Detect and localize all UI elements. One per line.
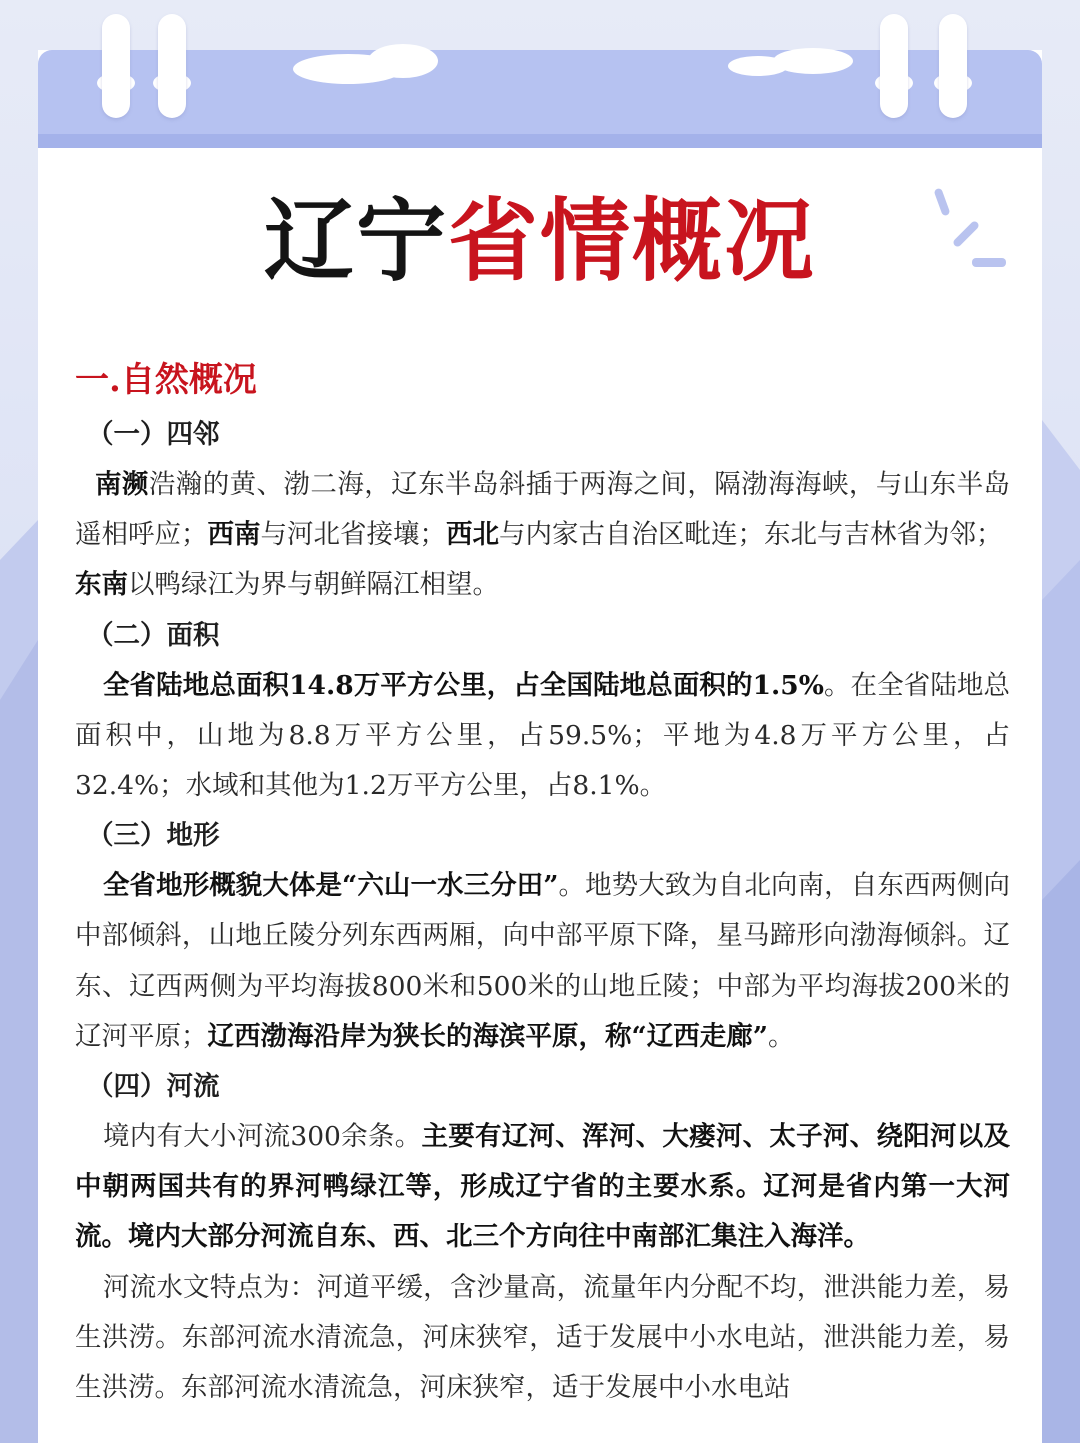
body-text: 境内有大小河流300余条。 [103, 1121, 422, 1153]
binder-ring-left-2 [158, 14, 186, 118]
bold-text: 主要有辽河、浑河、大瘘河、太子河、绕阳河以及中朝两国共有的界河鸭绿江等，形成辽宁省的主要水系。辽河是省内第一大河流。境内大部分河流自东、西、北三个方向往中南部汇集注入海洋。 [75, 1121, 1011, 1253]
cloud-decoration [773, 48, 853, 74]
title-black-part: 辽宁 [264, 188, 448, 294]
subheading-terrain: （三）地形 [87, 820, 220, 852]
paragraph-rivers [75, 1112, 1010, 1263]
bold-text: 西北 [446, 519, 499, 551]
article-body [75, 352, 1010, 1413]
binder-ring-left-1 [102, 14, 130, 118]
bold-text: 东南 [75, 569, 128, 601]
body-text: 。在全省陆地总面积中，山地为8.8万平方公里，占59.5%；平地为4.8万平方公里，占32.4%；水域和其他为1.2万平方公里，占8.1%。 [75, 669, 1010, 802]
section-heading: 一.自然概况 [75, 360, 257, 400]
body-text: 与内家古自治区毗连；东北与吉林省为邻； [499, 519, 1003, 551]
page-title [0, 186, 1080, 296]
title-red-part: 省情概况 [448, 188, 816, 294]
body-text: 与河北省接壤； [260, 519, 446, 551]
binder-ring-right-1 [880, 14, 908, 118]
paragraph-area [75, 661, 1010, 812]
body-text: 。 [768, 1020, 795, 1052]
paragraph-river-hydrology [75, 1263, 1010, 1414]
body-text: 以鸭绿江为界与朝鲜隔江相望。 [128, 569, 499, 601]
body-text: 浩瀚的黄、渤二海，辽东半岛斜插于两海之间，隔渤海海峡，与山东半岛遥相呼应； [75, 469, 1011, 551]
bold-text: 西南 [207, 519, 261, 551]
paragraph-neighbors [75, 460, 1010, 611]
calendar-header-strip [38, 134, 1042, 148]
bold-text: 南濒 [95, 469, 149, 500]
subheading-area: （二）面积 [87, 619, 220, 651]
body-text: 河流水文特点为：河道平缓，含沙量高，流量年内分配不均，泄洪能力差，易生洪涝。东部河流水清流急，河床狭窄，适于发展中小水电站，泄洪能力差，易生洪涝。东部河流水清流急，河床狭窄，适于发展中小水电站 [75, 1271, 1010, 1404]
body-text: 。地势大致为自北向南，自东西两侧向中部倾斜，山地丘陵分列东西两厢，向中部平原下降，星马蹄形向渤海倾斜。辽东、辽西两侧为平均海拔800米和500米的山地丘陵；中部为平均海拔200米的辽河平原； [75, 870, 1010, 1052]
subheading-rivers: （四）河流 [87, 1071, 220, 1103]
subheading-neighbors: （一）四邻 [87, 419, 220, 450]
bold-text: 辽西渤海沿岸为狭长的海滨平原，称“辽西走廊” [207, 1020, 768, 1052]
cloud-decoration [368, 44, 438, 78]
paragraph-terrain [75, 861, 1010, 1062]
bold-text: 全省地形概貌大体是“六山一水三分田” [103, 870, 559, 902]
binder-ring-right-2 [939, 14, 967, 118]
bold-text: 全省陆地总面积14.8万平方公里，占全国陆地总面积的1.5% [103, 669, 824, 701]
